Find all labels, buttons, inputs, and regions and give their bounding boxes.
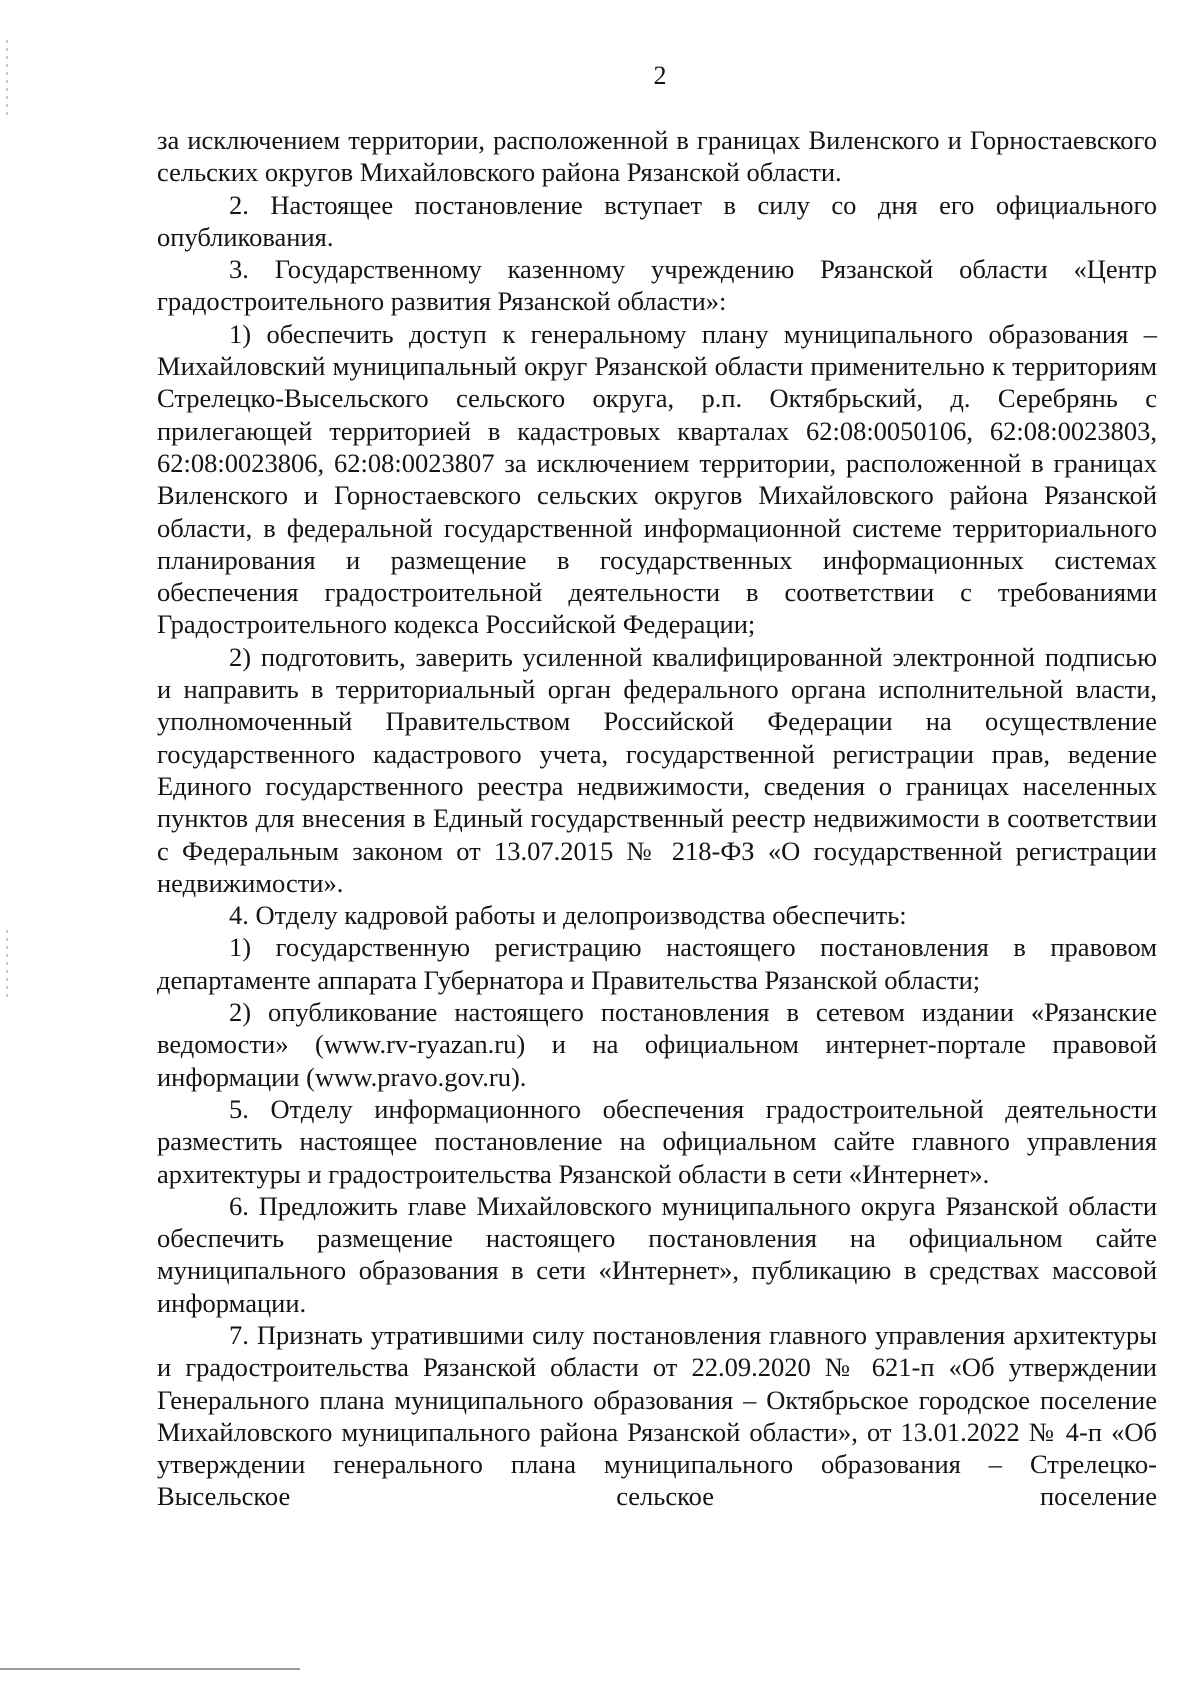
paragraph-item-5: 5. Отделу информационного обеспечения градостроительной деятельности разместить настоящее постановление на официальном сайте главного управления архитектуры и градостроительства Рязанской области в сети «Интернет».	[157, 1093, 1157, 1189]
paragraph: за исключением территории, расположенной в границах Виленского и Горностаевского сельских округов Михайловского района Рязанской области.	[157, 125, 1157, 188]
scan-edge-mark	[6, 930, 8, 1000]
subparagraph-3-1: 1) обеспечить доступ к генеральному плану муниципального образования – Михайловский муниципальный округ Рязанской области применительно к территориям Стрелецко-Высельского сельского округа, р.п. Октябрьский, д. Серебрянь с прилегающей территорией в кадастровых кварталах 62:08:0050106, 62:08:0023803, 62:08:0023806, 62:08:0023807 за исключением территории, расположенной в границах Виленского и Горностаевского сельских округов Михайловского района Рязанской области, в федеральной государственной информационной системе территориального планирования и размещение в государственных информационных системах обеспечения градостроительной деятельности в соответствии с требованиями Градостроительного кодекса Российской Федерации;	[157, 318, 1157, 640]
document-body	[157, 124, 1157, 1513]
subparagraph-4-2: 2) опубликование настоящего постановления в сетевом издании «Рязанские ведомости» (www.rv-ryazan.ru) и на официальном интернет-портале правовой информации (www.pravo.gov.ru).	[157, 997, 1157, 1092]
paragraph-item-4: 4. Отделу кадровой работы и делопроизводства обеспечить:	[229, 900, 907, 931]
subparagraph-4-1: 1) государственную регистрацию настоящего постановления в правовом департаменте аппарата Губернатора и Правительства Рязанской области;	[157, 932, 1157, 995]
paragraph-item-3: 3. Государственному казенному учреждению Рязанской области «Центр градостроительного развития Рязанской области»:	[157, 254, 1157, 317]
paragraph-item-6: 6. Предложить главе Михайловского муниципального округа Рязанской области обеспечить размещение настоящего постановления на официальном сайте муниципального образования в сети «Интернет», публикацию в средствах массовой информации.	[157, 1190, 1157, 1318]
scan-bottom-edge	[0, 1668, 300, 1670]
paragraph-item-7: 7. Признать утратившими силу постановления главного управления архитектуры и градостроительства Рязанской области от 22.09.2020 № 621-п «Об утверждении Генерального плана муниципального образования – Октябрьское городское поселение Михайловского муниципального района Рязанской области», от 13.01.2022 № 4-п «Об утверждении генерального плана муниципального образования – Стрелецко-Высельское сельское поселение	[157, 1319, 1157, 1512]
subparagraph-3-2: 2) подготовить, заверить усиленной квалифицированной электронной подписью и направить в территориальный орган федерального органа исполнительной власти, уполномоченный Правительством Российской Федерации на осуществление государственного кадастрового учета, государственной регистрации прав, ведение Единого государственного реестра недвижимости, сведения о границах населенных пунктов для внесения в Единый государственный реестр недвижимости в соответствии с Федеральным законом от 13.07.2015 № 218-ФЗ «О государственной регистрации недвижимости».	[157, 641, 1157, 898]
paragraph-item-2: 2. Настоящее постановление вступает в силу со дня его официального опубликования.	[157, 189, 1157, 252]
page-number: 2	[653, 61, 667, 90]
